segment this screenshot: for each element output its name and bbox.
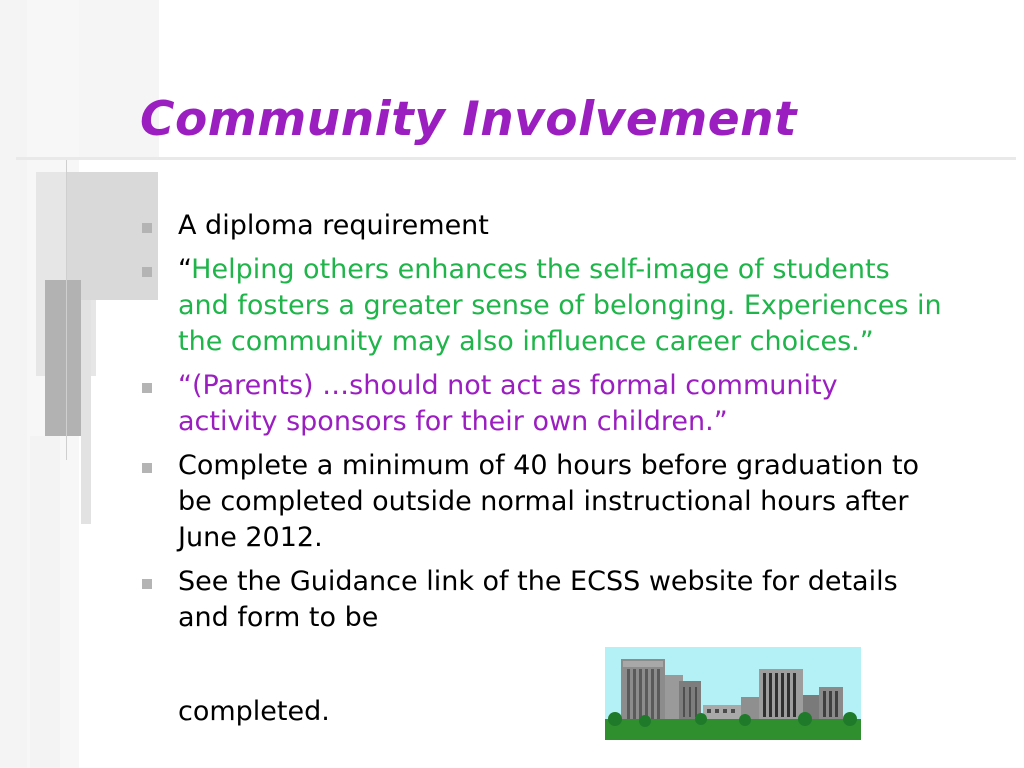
quote-text: Helping others enhances the self-image of students and fosters a greater sense of belonging. Experiences in the community may also influence career choices.” xyxy=(178,254,942,357)
slide-title: Community Involvement xyxy=(140,92,798,147)
bullet-text: A diploma requirement xyxy=(178,210,489,241)
background-block xyxy=(45,280,81,436)
quote-open-mark: “ xyxy=(178,254,192,285)
background-strip xyxy=(0,0,27,768)
bullet-square-icon xyxy=(142,267,152,277)
bullet-list xyxy=(142,208,942,644)
background-block xyxy=(30,436,60,768)
title-divider xyxy=(16,157,1016,160)
bullet-square-icon xyxy=(142,383,152,393)
city-skyline-icon xyxy=(605,647,861,740)
bullet-square-icon xyxy=(142,223,152,233)
bullet-item xyxy=(142,208,942,244)
bullet-item xyxy=(142,448,942,556)
bullet-text: Complete a minimum of 40 hours before graduation to be completed outside normal instructional hours after June 2012. xyxy=(178,450,920,553)
bullet-item xyxy=(142,252,942,360)
background-block xyxy=(81,300,91,524)
bullet-continuation: completed. xyxy=(178,696,330,727)
quote-text: “(Parents) …should not act as formal community activity sponsors for their own children.” xyxy=(178,370,838,437)
bullet-item xyxy=(142,368,942,440)
decor-line xyxy=(66,160,67,460)
bullet-item xyxy=(142,564,938,636)
bullet-square-icon xyxy=(142,579,152,589)
bullet-square-icon xyxy=(142,463,152,473)
bullet-text: See the Guidance link of the ECSS website for details and form to be xyxy=(178,566,898,633)
